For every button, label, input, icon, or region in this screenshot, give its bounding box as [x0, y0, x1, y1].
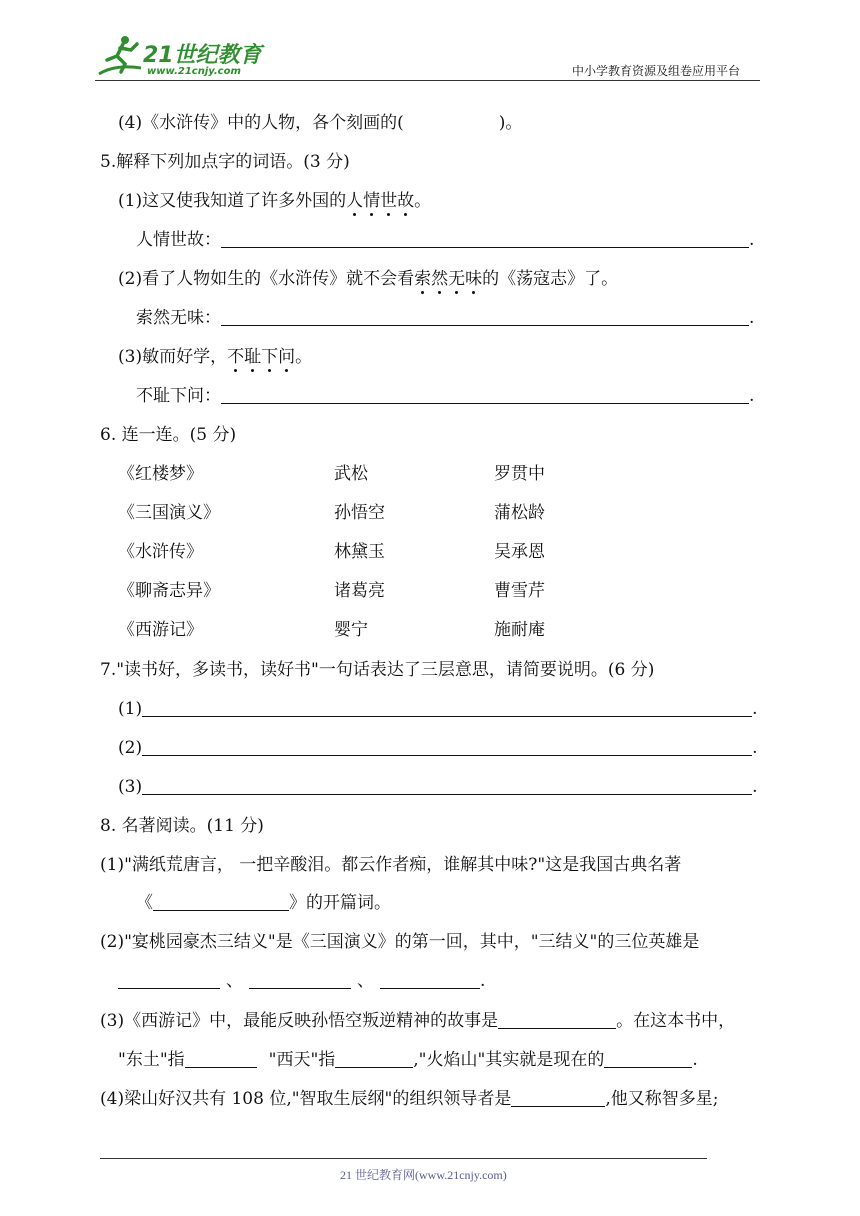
q6-book-1: 《红楼梦》	[118, 464, 203, 484]
answer-blank[interactable]	[185, 1051, 257, 1068]
answer-blank[interactable]	[335, 1051, 413, 1068]
q7-answer2: (2) .	[118, 738, 758, 758]
q5-answer3: 不耻下问： .	[136, 386, 755, 406]
q5-answer2: 索然无味： .	[136, 308, 755, 328]
q6-author-2: 蒲松龄	[494, 503, 545, 523]
answer-blank[interactable]	[142, 739, 752, 756]
q6-character-3: 林黛玉	[334, 542, 385, 562]
q6-author-4: 曹雪芹	[494, 581, 545, 601]
q4-part4: (4)《水浒传》中的人物，各个刻画的( )。	[118, 113, 523, 133]
q8-title: 8. 名著阅读。(11 分)	[100, 816, 264, 836]
q6-author-1: 罗贯中	[494, 464, 545, 484]
q5-item3: (3)敏而好学，不耻下问。	[118, 347, 313, 367]
footer-text: 21 世纪教育网(www.21cnjy.com)	[340, 1168, 507, 1182]
header-right-text: 中小学教育资源及组卷应用平台	[572, 64, 741, 78]
q8-p1-line1: (1)"满纸荒唐言， 一把辛酸泪。都云作者痴，谁解其中味?"这是我国古典名著	[100, 855, 682, 875]
answer-blank[interactable]	[498, 1012, 616, 1029]
q8-p2-line1: (2)"宴桃园豪杰三结义"是《三国演义》的第一回，其中，"三结义"的三位英雄是	[100, 932, 700, 952]
q8-p1-line2: 《 》的开篇词。	[136, 893, 391, 913]
q7-answer3: (3) .	[118, 777, 758, 797]
runner-logo-icon	[95, 34, 145, 78]
q8-p3-line2: "东土"指 "西天"指 ,"火焰山"其实就是现在的 .	[118, 1050, 698, 1070]
answer-blank[interactable]	[380, 972, 480, 989]
q6-title: 6. 连一连。(5 分)	[100, 425, 237, 445]
footer-rule	[100, 1158, 707, 1159]
q6-character-5: 婴宁	[334, 620, 368, 640]
logo-url-text: www.21cnjy.com	[147, 66, 241, 77]
q6-character-4: 诸葛亮	[334, 581, 385, 601]
header-rule	[95, 80, 760, 81]
header-logo	[95, 34, 265, 82]
answer-blank[interactable]	[221, 387, 749, 404]
answer-blank[interactable]	[604, 1051, 692, 1068]
q6-character-1: 武松	[334, 464, 368, 484]
q5-item2: (2)看了人物如生的《水浒传》就不会看索然无味的《荡寇志》了。	[118, 269, 619, 289]
q6-book-5: 《西游记》	[118, 620, 203, 640]
answer-blank[interactable]	[153, 894, 289, 911]
answer-blank[interactable]	[142, 700, 752, 717]
q8-p2-line2: 、 、 .	[118, 970, 485, 992]
answer-blank[interactable]	[249, 972, 351, 989]
answer-blank[interactable]	[118, 972, 220, 989]
q6-book-2: 《三国演义》	[118, 503, 220, 523]
q5-item1: (1)这又使我知道了许多外国的人情世故。	[118, 191, 432, 211]
answer-blank[interactable]	[221, 309, 749, 326]
q5-title: 5.解释下列加点字的词语。(3 分)	[100, 152, 350, 172]
q8-p3-line1: (3)《西游记》中，最能反映孙悟空叛逆精神的故事是 。在这本书中，	[100, 1011, 736, 1031]
q5-answer1: 人情世故： .	[136, 230, 755, 250]
q6-book-4: 《聊斋志异》	[118, 581, 220, 601]
logo-main-text: 21世纪教育	[143, 43, 262, 68]
q7-answer1: (1) .	[118, 699, 758, 719]
answer-blank[interactable]	[221, 231, 749, 248]
answer-blank[interactable]	[511, 1090, 605, 1107]
q6-author-3: 吴承恩	[494, 542, 545, 562]
q6-author-5: 施耐庵	[494, 620, 545, 640]
answer-blank[interactable]	[142, 778, 752, 795]
q7-title: 7."读书好，多读书，读好书"一句话表达了三层意思，请简要说明。(6 分)	[100, 660, 655, 680]
q8-p4-line1: (4)梁山好汉共有 108 位,"智取生辰纲"的组织领导者是 ,他又称智多星;	[100, 1089, 719, 1109]
q6-book-3: 《水浒传》	[118, 542, 203, 562]
q6-character-2: 孙悟空	[334, 503, 385, 523]
